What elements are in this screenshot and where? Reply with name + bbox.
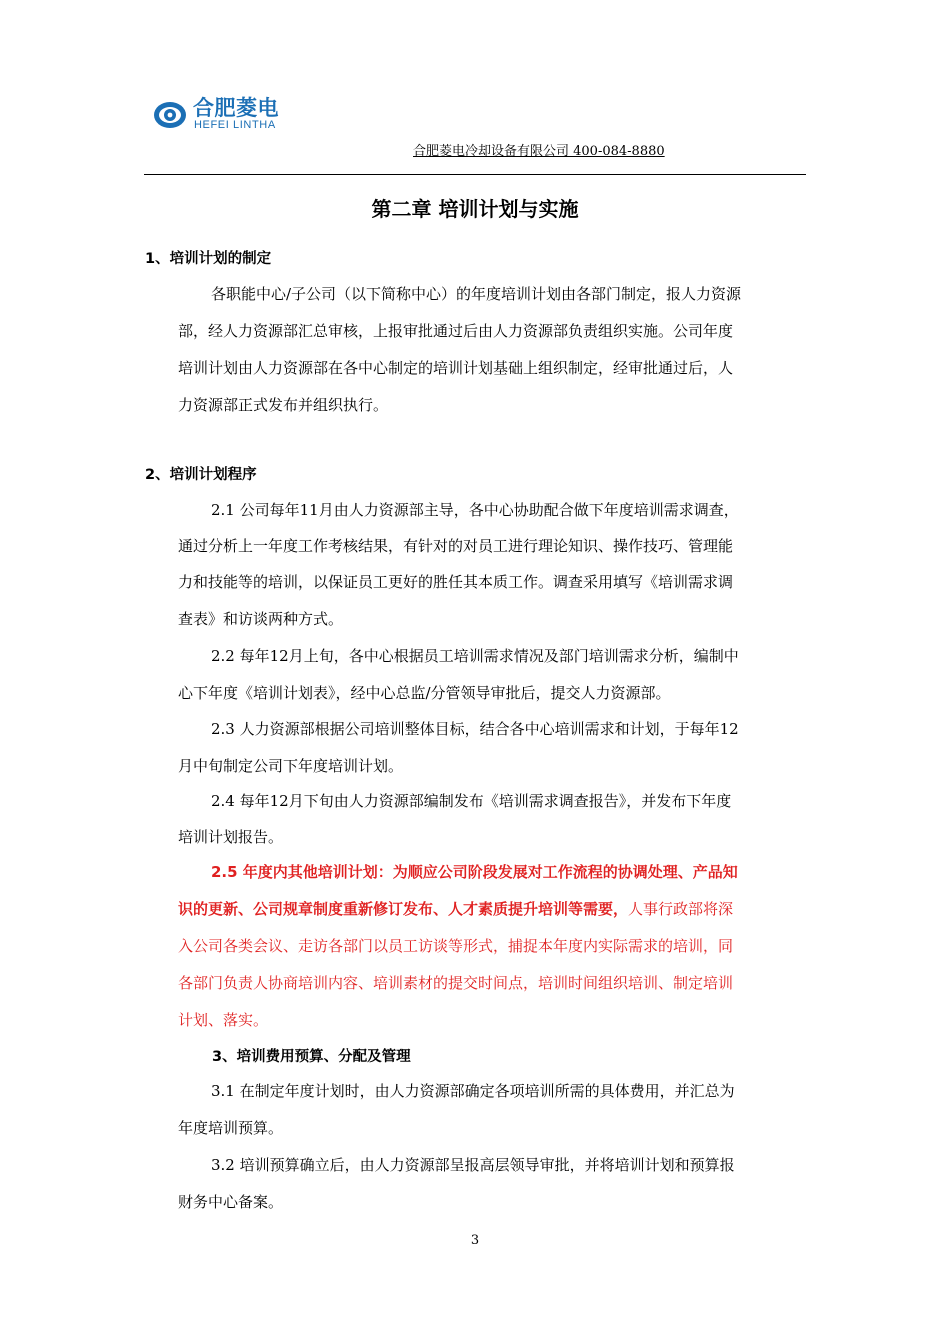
para-2-5-line: 2.5 年度内其他培训计划：为顺应公司阶段发展对工作流程的协调处理、产品知 [211, 863, 738, 881]
logo-english-name: HEFEI LINTHA [194, 119, 276, 131]
para-3-2-line: 财务中心备案。 [178, 1193, 284, 1211]
para-2-2-line: 心下年度《培训计划表》，经中心总监/分管领导审批后，提交人力资源部。 [178, 684, 671, 702]
para-2-3-line: 月中旬制定公司下年度培训计划。 [178, 757, 404, 775]
section2-heading: 2、培训计划程序 [145, 467, 257, 483]
section1-line: 培训计划由人力资源部在各中心制定的培训计划基础上组织制定，经审批通过后，人 [178, 359, 734, 377]
page-number: 3 [470, 1233, 480, 1248]
para-3-1-line: 3.1 在制定年度计划时，由人力资源部确定各项培训所需的具体费用，并汇总为 [211, 1082, 735, 1100]
para-2-4-line: 培训计划报告。 [178, 828, 284, 846]
section1-line: 各职能中心/子公司（以下简称中心）的年度培训计划由各部门制定，报人力资源 [211, 285, 742, 303]
para-2-2-line: 2.2 每年12月上旬，各中心根据员工培训需求情况及部门培训需求分析，编制中 [211, 647, 739, 665]
para-2-1-line: 力和技能等的培训，以保证员工更好的胜任其本质工作。调查采用填写《培训需求调 [178, 573, 734, 591]
para-2-5-bold-text: 识的更新、公司规章制度重新修订发布、人才素质提升培训等需要， [178, 900, 629, 918]
section3-heading: 3、培训费用预算、分配及管理 [212, 1049, 411, 1065]
para-2-1-line: 2.1 公司每年11月由人力资源部主导，各中心协助配合做下年度培训需求调查， [211, 501, 739, 519]
section1-line: 部，经人力资源部汇总审核，上报审批通过后由人力资源部负责组织实施。公司年度 [178, 322, 734, 340]
section1-line: 力资源部正式发布并组织执行。 [178, 396, 389, 414]
header-divider [144, 174, 806, 175]
para-3-2-line: 3.2 培训预算确立后，由人力资源部呈报高层领导审批，并将培训计划和预算报 [211, 1156, 735, 1174]
chapter-title: 第二章 培训计划与实施 [371, 197, 579, 221]
para-2-3-line: 2.3 人力资源部根据公司培训整体目标，结合各中心培训需求和计划，于每年12 [211, 720, 739, 738]
para-2-4-line: 2.4 每年12月下旬由人力资源部编制发布《培训需求调查报告》，并发布下年度 [211, 792, 732, 810]
para-2-5-regular-text: 人事行政部将深 [628, 900, 734, 918]
section1-heading: 1、培训计划的制定 [145, 251, 272, 267]
para-2-5-line: 计划、落实。 [178, 1011, 269, 1029]
para-2-1-line: 查表》和访谈两种方式。 [178, 610, 344, 628]
para-2-5-line: 入公司各类会议、走访各部门以员工访谈等形式，捕捉本年度内实际需求的培训，同 [178, 937, 734, 955]
header-company-line: 合肥菱电冷却设备有限公司 400-084-8880 [413, 144, 665, 159]
para-2-5-line: 各部门负责人协商培训内容、培训素材的提交时间点，培训时间组织培训、制定培训 [178, 974, 734, 992]
para-2-1-line: 通过分析上一年度工作考核结果，有针对的对员工进行理论知识、操作技巧、管理能 [178, 537, 734, 555]
para-2-5-line [178, 898, 733, 919]
company-logo-icon [152, 95, 192, 135]
para-3-1-line: 年度培训预算。 [178, 1119, 284, 1137]
logo-chinese-name: 合肥菱电 [193, 96, 279, 120]
